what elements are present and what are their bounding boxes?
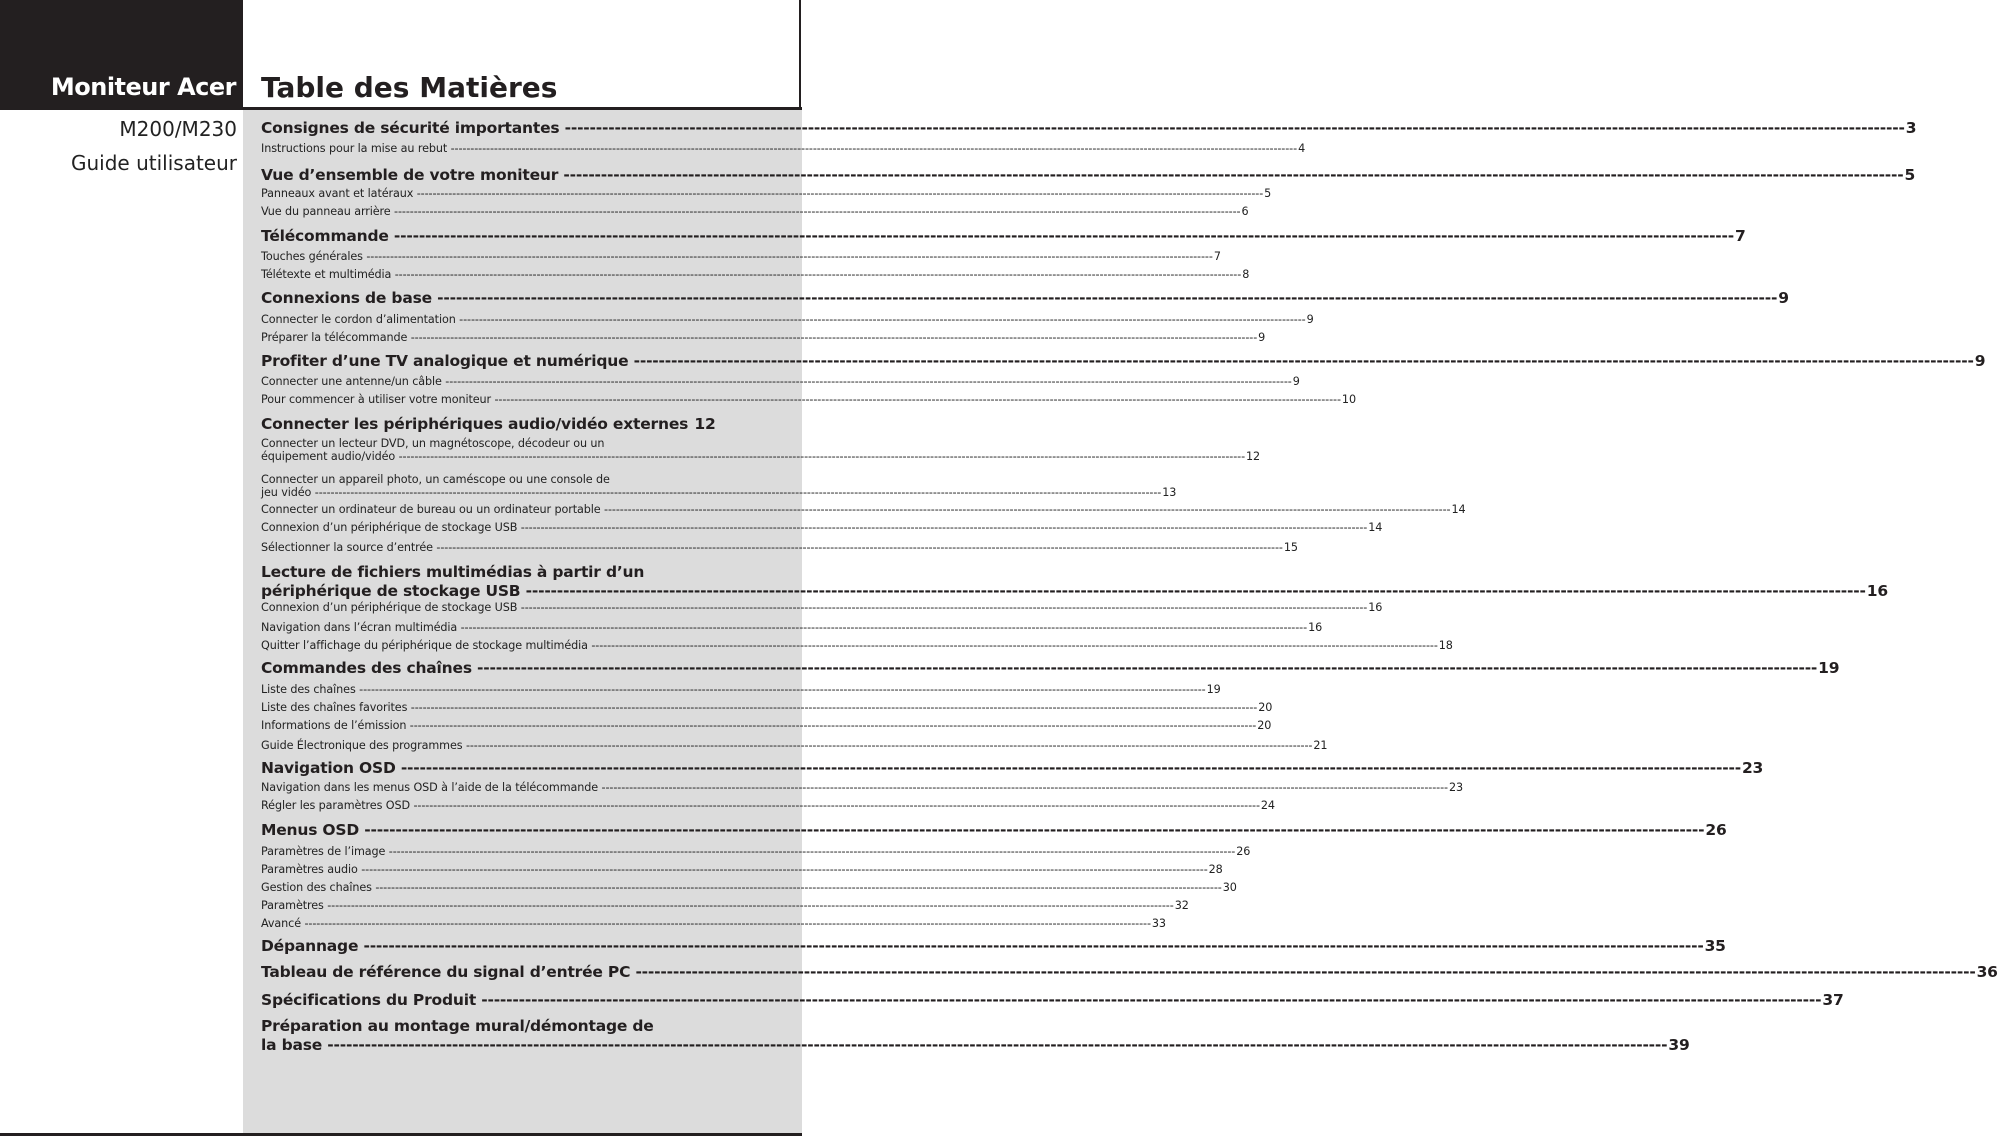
toc-section[interactable] <box>261 415 716 434</box>
toc-page-number: 30 <box>1222 881 1237 894</box>
toc-page-number: 24 <box>1260 799 1275 812</box>
toc-entry[interactable] <box>261 268 1250 281</box>
toc-leader-dots <box>563 166 1903 185</box>
toc-leader-dots <box>375 881 1221 894</box>
header-right-block <box>243 0 802 107</box>
toc-page-number: 3 <box>1905 119 1917 137</box>
toc-leader-dots <box>366 250 1212 263</box>
toc-entry[interactable] <box>261 863 1223 876</box>
toc-page-number: 20 <box>1258 701 1273 714</box>
toc-section[interactable] <box>261 759 1764 778</box>
toc-section[interactable] <box>261 563 1888 600</box>
toc-section[interactable] <box>261 821 1727 840</box>
toc-entry-title-line: Lecture de fichiers multimédias à partir d’un <box>261 563 645 581</box>
toc-section[interactable] <box>261 227 1746 246</box>
toc-section[interactable] <box>261 352 1986 371</box>
toc-entry[interactable] <box>261 473 1177 500</box>
toc-entry-title: Navigation dans les menus OSD à l’aide de la télécommande <box>261 781 602 794</box>
toc-leader-dots <box>494 393 1340 406</box>
toc-page-number: 23 <box>1741 759 1764 777</box>
toc-entry-title: Guide Électronique des programmes <box>261 739 466 752</box>
toc-leader-dots <box>526 582 1866 601</box>
toc-page-number: 39 <box>1668 1035 1690 1054</box>
toc-entry-title: Paramètres audio <box>261 863 362 876</box>
toc-page-number: 16 <box>1866 581 1888 600</box>
toc-entry[interactable] <box>261 541 1298 554</box>
toc-entry-title: Liste des chaînes <box>261 683 360 696</box>
brand-title: Moniteur Acer <box>50 73 236 101</box>
toc-leader-dots <box>363 937 1703 956</box>
toc-section[interactable] <box>261 963 1998 982</box>
toc-section[interactable] <box>261 659 1840 678</box>
toc-page-number: 26 <box>1236 845 1251 858</box>
toc-leader-dots <box>604 503 1450 516</box>
toc-page-number: 9 <box>1974 352 1986 370</box>
toc-leader-dots <box>304 917 1150 930</box>
toc-section[interactable] <box>261 1017 1690 1054</box>
toc-entry-title: Préparer la télécommande <box>261 331 411 344</box>
toc-entry-title: Connexions de base <box>261 289 438 307</box>
toc-entry-title: Navigation OSD <box>261 759 401 777</box>
toc-entry[interactable] <box>261 799 1275 812</box>
toc-entry-title: Pour commencer à utiliser votre moniteur <box>261 393 495 406</box>
toc-entry-title: Sélectionner la source d’entrée <box>261 541 437 554</box>
toc-leader-dots <box>445 375 1291 388</box>
toc-leader-dots <box>327 1036 1667 1055</box>
toc-entry[interactable] <box>261 845 1251 858</box>
toc-page-number: 9 <box>1292 375 1300 388</box>
toc-entry-title: Instructions pour la mise au rebut <box>261 142 451 155</box>
model-name: M200/M230 <box>119 117 237 141</box>
toc-leader-dots <box>521 521 1367 534</box>
toc-page-number: 36 <box>1976 963 1998 981</box>
toc-leader-dots <box>436 541 1282 554</box>
toc-leader-dots <box>461 621 1307 634</box>
toc-entry-title: Tableau de référence du signal d’entrée PC <box>261 963 636 981</box>
toc-entry-title: jeu vidéo <box>261 486 315 500</box>
toc-entry-title: Touches générales <box>261 250 367 263</box>
toc-leader-dots <box>401 759 1741 778</box>
toc-page-number: 12 <box>1246 450 1261 464</box>
toc-entry-title: équipement audio/vidéo <box>261 450 399 464</box>
toc-leader-dots <box>361 863 1207 876</box>
toc-entry-title: la base <box>261 1035 328 1054</box>
toc-entry-title: Avancé <box>261 917 305 930</box>
toc-page-number: 9 <box>1306 313 1314 326</box>
toc-leader-dots <box>389 845 1235 858</box>
toc-entry-title: Spécifications du Produit <box>261 991 482 1009</box>
toc-page-number: 10 <box>1341 393 1356 406</box>
toc-leader-dots <box>521 601 1367 614</box>
toc-entry-title: Dépannage <box>261 937 364 955</box>
toc-entry[interactable] <box>261 521 1383 534</box>
toc-section[interactable] <box>261 119 1917 138</box>
toc-entry[interactable] <box>261 881 1237 894</box>
toc-entry-title-line: Connecter un appareil photo, un caméscope ou une console de <box>261 473 610 486</box>
toc-entry[interactable] <box>261 187 1272 200</box>
toc-page-number: 7 <box>1735 227 1746 245</box>
toc-entry-title: Informations de l’émission <box>261 719 410 732</box>
toc-entry-title: périphérique de stockage USB <box>261 581 526 600</box>
toc-leader-dots <box>399 450 1245 463</box>
toc-entry-title: Paramètres de l’image <box>261 845 389 858</box>
toc-page-number: 35 <box>1704 937 1726 955</box>
toc-entry-title: Liste des chaînes favorites <box>261 701 411 714</box>
toc-page-number: 13 <box>1162 486 1177 500</box>
toc-leader-dots <box>394 227 1734 246</box>
toc-page-number: 9 <box>1258 331 1266 344</box>
toc-page-number: 16 <box>1308 621 1323 634</box>
toc-leader-dots <box>466 739 1312 752</box>
toc-page-number: 28 <box>1208 863 1223 876</box>
toc-page-number: 8 <box>1242 268 1250 281</box>
toc-leader-dots <box>315 486 1161 499</box>
toc-entry-title: Vue d’ensemble de votre moniteur <box>261 166 564 184</box>
toc-entry-title: Panneaux avant et latéraux <box>261 187 417 200</box>
toc-leader-dots <box>481 991 1821 1010</box>
toc-entry-title: Vue du panneau arrière <box>261 205 395 218</box>
toc-entry[interactable] <box>261 142 1306 155</box>
toc-section[interactable] <box>261 289 1789 308</box>
toc-leader-dots <box>634 352 1974 371</box>
toc-leader-dots <box>451 142 1297 155</box>
toc-entry-title: Connecter le cordon d’alimentation <box>261 313 460 326</box>
toc-entry-title: Télétexte et multimédia <box>261 268 395 281</box>
page-title: Table des Matières <box>261 71 558 104</box>
toc-section[interactable] <box>261 937 1726 956</box>
toc-entry-title: Consignes de sécurité importantes <box>261 119 565 137</box>
toc-entry-title: Connexion d’un périphérique de stockage USB <box>261 601 521 614</box>
toc-page-number: 6 <box>1241 205 1249 218</box>
header-left-block <box>0 0 243 107</box>
toc-entry-title: Connecter une antenne/un câble <box>261 375 446 388</box>
guide-label: Guide utilisateur <box>71 151 237 175</box>
toc-page-number: 16 <box>1368 601 1383 614</box>
toc-leader-dots <box>327 899 1173 912</box>
toc-entry[interactable] <box>261 601 1383 614</box>
toc-leader-dots <box>395 268 1241 281</box>
toc-leader-dots <box>364 821 1704 840</box>
toc-entry[interactable] <box>261 437 1261 464</box>
toc-leader-dots <box>413 799 1259 812</box>
toc-leader-dots <box>410 719 1256 732</box>
toc-leader-dots <box>459 313 1305 326</box>
toc-page-number: 5 <box>1904 166 1916 184</box>
toc-entry-title: Navigation dans l’écran multimédia <box>261 621 461 634</box>
toc-page-number: 12 <box>694 415 716 433</box>
toc-entry-title: Quitter l’affichage du périphérique de stockage multimédia <box>261 639 592 652</box>
toc-leader-dots <box>602 781 1448 794</box>
toc-page-number: 19 <box>1206 683 1221 696</box>
toc-page-number: 19 <box>1818 659 1840 677</box>
toc-entry-title: Connecter un ordinateur de bureau ou un ordinateur portable <box>261 503 605 516</box>
toc-page-number: 32 <box>1174 899 1189 912</box>
toc-entry-title-line: Connecter un lecteur DVD, un magnétoscope, décodeur ou un <box>261 437 605 450</box>
toc-page-number: 20 <box>1257 719 1272 732</box>
toc-leader-dots <box>565 119 1905 138</box>
toc-page-number: 26 <box>1705 821 1727 839</box>
toc-leader-dots <box>411 701 1257 714</box>
toc-entry-title: Connexion d’un périphérique de stockage USB <box>261 521 521 534</box>
toc-leader-dots <box>417 187 1263 200</box>
toc-page-number: 33 <box>1151 917 1166 930</box>
toc-entry[interactable] <box>261 739 1328 752</box>
toc-page-number: 23 <box>1448 781 1463 794</box>
toc-entry[interactable] <box>261 917 1166 930</box>
toc-entry[interactable] <box>261 701 1273 714</box>
toc-entry-title: Connecter les périphériques audio/vidéo externes <box>261 415 694 433</box>
toc-entry[interactable] <box>261 621 1323 634</box>
toc-entry-title: Menus OSD <box>261 821 365 839</box>
toc-page-number: 18 <box>1438 639 1453 652</box>
toc-leader-dots <box>477 659 1817 678</box>
header-edge-line <box>799 0 801 107</box>
toc-entry[interactable] <box>261 639 1453 652</box>
toc-leader-dots <box>411 331 1257 344</box>
toc-page-number: 15 <box>1283 541 1298 554</box>
toc-page-number: 37 <box>1822 991 1844 1009</box>
toc-page-number: 5 <box>1264 187 1272 200</box>
toc-leader-dots <box>635 963 1975 982</box>
toc-entry[interactable] <box>261 393 1356 406</box>
toc-entry[interactable] <box>261 899 1189 912</box>
toc-entry[interactable] <box>261 250 1221 263</box>
toc-section[interactable] <box>261 991 1844 1010</box>
toc-entry[interactable] <box>261 781 1463 794</box>
toc-leader-dots <box>394 205 1240 218</box>
toc-page-number: 9 <box>1778 289 1789 307</box>
toc-entry-title: Commandes des chaînes <box>261 659 478 677</box>
toc-entry-title: Télécommande <box>261 227 394 245</box>
toc-section[interactable] <box>261 166 1916 185</box>
toc-entry-title: Régler les paramètres OSD <box>261 799 414 812</box>
toc-entry[interactable] <box>261 205 1249 218</box>
toc-entry-title: Paramètres <box>261 899 328 912</box>
toc-entry-title: Gestion des chaînes <box>261 881 376 894</box>
toc-page-number: 4 <box>1298 142 1306 155</box>
toc-entry[interactable] <box>261 719 1272 732</box>
toc-entry[interactable] <box>261 503 1466 516</box>
toc-page-number: 14 <box>1451 503 1466 516</box>
toc-leader-dots <box>437 289 1777 308</box>
toc-page-number: 7 <box>1213 250 1221 263</box>
toc-page-number: 14 <box>1368 521 1383 534</box>
toc-entry-title-line: Préparation au montage mural/démontage de <box>261 1017 654 1035</box>
toc-entry[interactable] <box>261 313 1314 326</box>
toc-entry[interactable] <box>261 375 1300 388</box>
toc-leader-dots <box>359 683 1205 696</box>
toc-leader-dots <box>591 639 1437 652</box>
toc-entry[interactable] <box>261 683 1221 696</box>
toc-entry-title: Profiter d’une TV analogique et numérique <box>261 352 634 370</box>
toc-page-number: 21 <box>1313 739 1328 752</box>
toc-entry[interactable] <box>261 331 1266 344</box>
